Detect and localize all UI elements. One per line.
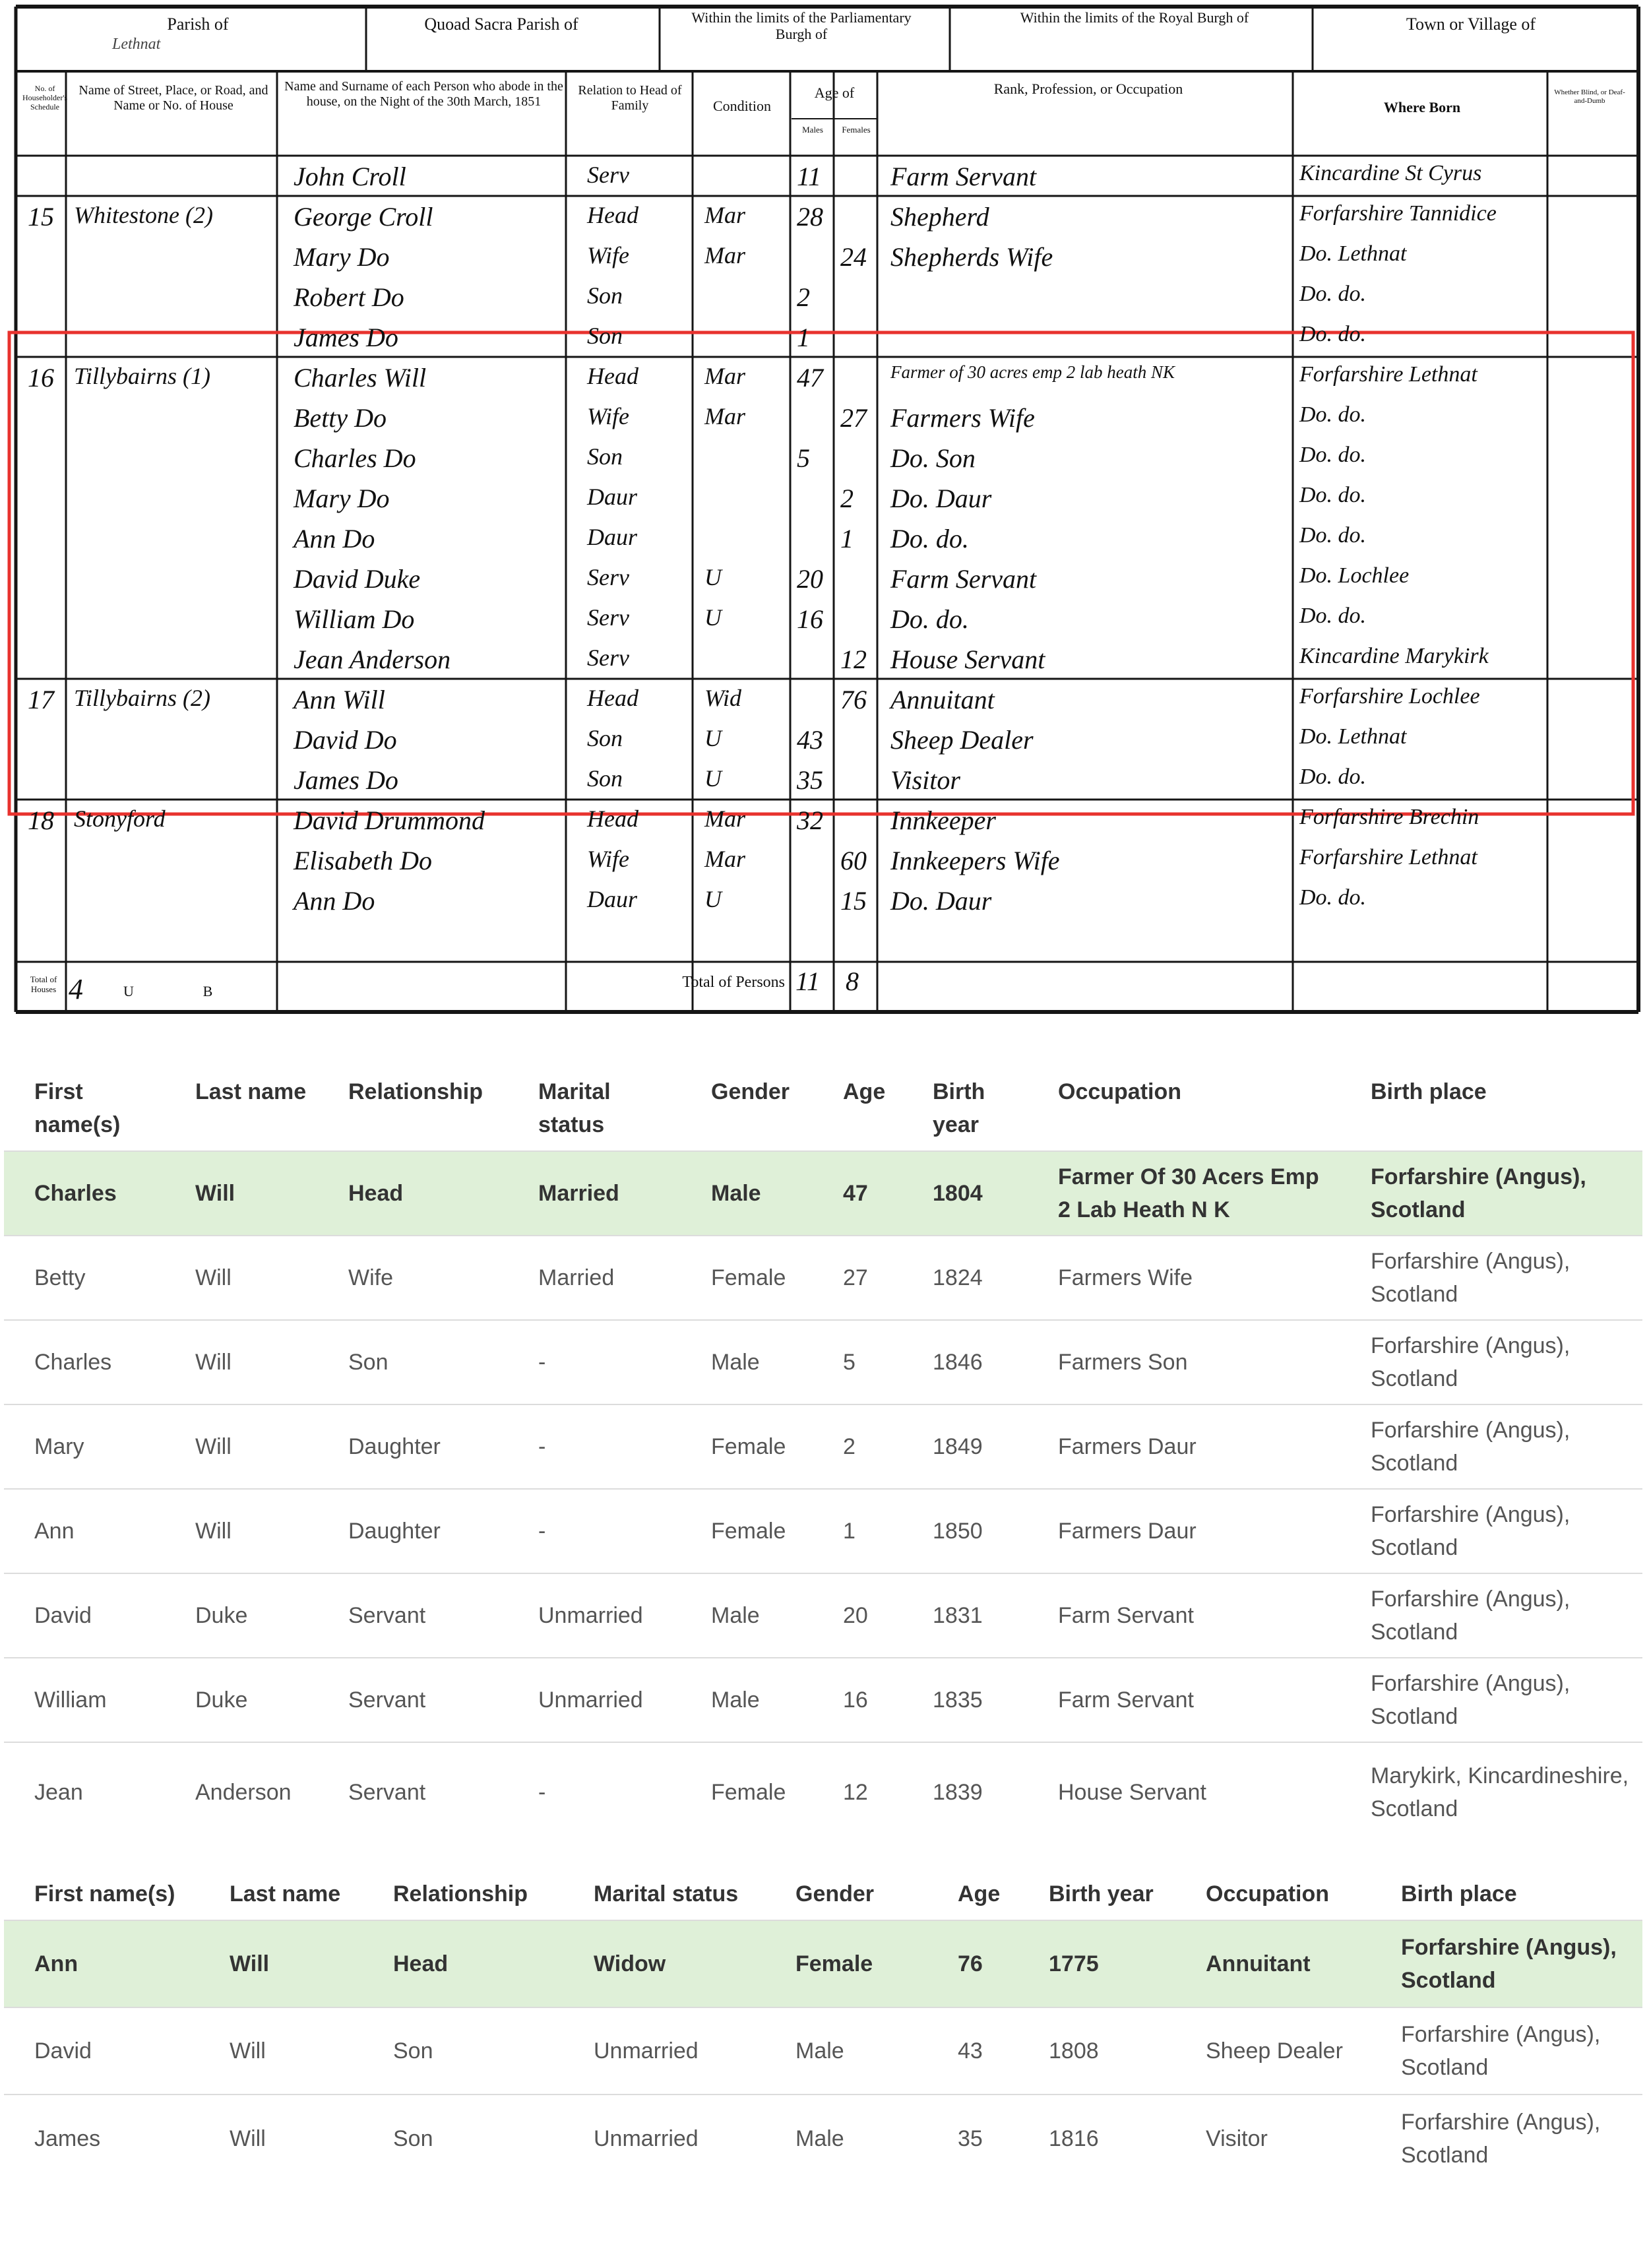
table-1-body: [4, 1151, 1642, 1841]
th-first-name: First name(s): [34, 1881, 175, 1906]
occupation: Shepherds Wife: [890, 242, 1053, 272]
cell-age: 76: [927, 1920, 1018, 2007]
occupation: Shepherd: [890, 202, 989, 232]
condition: Mar: [704, 846, 745, 872]
where-born: Do. do.: [1299, 483, 1367, 507]
cell-last-name: Will: [165, 1404, 318, 1489]
age-female: 27: [840, 403, 867, 433]
cell-birth-place: Forfarshire (Angus), Scotland: [1340, 1151, 1642, 1236]
cell-first-name: Charles: [4, 1320, 165, 1404]
house-name: Tillybairns (1): [74, 363, 211, 389]
cell-occupation: Farmers Wife: [1028, 1236, 1340, 1320]
occupation: Do. Son: [890, 443, 976, 473]
table-row: [4, 1658, 1642, 1742]
schedule-no: 17: [28, 685, 54, 714]
person-name: David Drummond: [294, 805, 485, 835]
age-male: 2: [797, 282, 810, 312]
total-females: 8: [846, 966, 859, 996]
where-born: Forfarshire Lochlee: [1299, 684, 1480, 709]
condition: Mar: [704, 403, 745, 429]
occupation: Farm Servant: [890, 564, 1037, 594]
cell-birth-year: 1816: [1018, 2095, 1175, 2182]
where-born: Do. Lethnat: [1299, 241, 1407, 266]
where-born: Do. do.: [1299, 885, 1367, 910]
cell-first-name: James: [4, 2095, 199, 2182]
cell-birth-place: Forfarshire (Angus), Scotland: [1340, 1404, 1642, 1489]
age-male: 5: [797, 443, 810, 473]
th-marital-status: Marital status: [538, 1079, 611, 1137]
cell-marital-status: Unmarried: [508, 1658, 681, 1742]
schedule-no: 18: [28, 805, 54, 835]
occupation: Innkeepers Wife: [890, 846, 1060, 875]
cell-birth-year: 1831: [902, 1573, 1028, 1658]
census-grid: [0, 0, 1649, 1042]
cell-last-name: Will: [165, 1236, 318, 1320]
cell-occupation: Farmer Of 30 Acers Emp 2 Lab Heath N K: [1028, 1151, 1340, 1236]
where-born: Forfarshire Tannidice: [1299, 201, 1497, 226]
cell-birth-place: Forfarshire (Angus), Scotland: [1340, 1320, 1642, 1404]
table-row: [4, 1742, 1642, 1841]
town-village-label: Town or Village of: [1406, 15, 1536, 34]
total-males: 11: [795, 966, 821, 996]
relation: Wife: [587, 242, 629, 268]
relation: Son: [587, 282, 623, 309]
cell-age: 5: [813, 1320, 902, 1404]
cell-first-name: Ann: [4, 1489, 165, 1573]
person-name: Ann Will: [294, 685, 385, 714]
where-born: Forfarshire Lethnat: [1299, 845, 1478, 869]
th-occupation: Occupation: [1058, 1079, 1182, 1104]
cell-last-name: Will: [199, 1920, 363, 2007]
cell-occupation: Farm Servant: [1028, 1573, 1340, 1658]
col-schedule: No. of Householder's Schedule: [22, 84, 68, 111]
cell-birth-year: 1849: [902, 1404, 1028, 1489]
cell-relationship: Wife: [318, 1236, 508, 1320]
cell-age: 47: [813, 1151, 902, 1236]
relation: Daur: [587, 524, 638, 550]
cell-gender: Male: [765, 2095, 927, 2182]
cell-last-name: Duke: [165, 1658, 318, 1742]
cell-occupation: Sheep Dealer: [1175, 2007, 1371, 2095]
cell-occupation: Farm Servant: [1028, 1658, 1340, 1742]
cell-first-name: Ann: [4, 1920, 199, 2007]
schedule-no: 16: [28, 363, 54, 393]
cell-age: 16: [813, 1658, 902, 1742]
where-born: Kincardine Marykirk: [1299, 644, 1489, 668]
cell-relationship: Servant: [318, 1658, 508, 1742]
person-name: David Duke: [294, 564, 421, 594]
person-name: Betty Do: [294, 403, 387, 433]
table-row: [4, 1320, 1642, 1404]
cell-relationship: Daughter: [318, 1404, 508, 1489]
person-name: Elisabeth Do: [294, 846, 432, 875]
table-row: [4, 1151, 1642, 1236]
relation: Son: [587, 323, 623, 349]
cell-occupation: House Servant: [1028, 1742, 1340, 1841]
where-born: Do. do.: [1299, 443, 1367, 467]
cell-birth-place: Forfarshire (Angus), Scotland: [1340, 1489, 1642, 1573]
th-birth-place: Birth place: [1371, 1079, 1487, 1104]
cell-birth-place: Forfarshire (Angus), Scotland: [1340, 1573, 1642, 1658]
where-born: Do. Lochlee: [1299, 563, 1410, 588]
cell-first-name: Jean: [4, 1742, 165, 1841]
occupation: Do. do.: [890, 524, 969, 553]
condition: Mar: [704, 202, 745, 228]
cell-relationship: Servant: [318, 1573, 508, 1658]
age-male: 20: [797, 564, 823, 594]
cell-age: 43: [927, 2007, 1018, 2095]
cell-birth-place: Forfarshire (Angus), Scotland: [1340, 1236, 1642, 1320]
cell-birth-place: Forfarshire (Angus), Scotland: [1371, 1920, 1642, 2007]
total-houses-value: 4: [69, 973, 83, 1005]
cell-marital-status: Married: [508, 1151, 681, 1236]
cell-relationship: Son: [318, 1320, 508, 1404]
cell-gender: Female: [765, 1920, 927, 2007]
age-male: 43: [797, 725, 823, 755]
occupation: Do. Daur: [890, 484, 992, 513]
col-males: Males: [802, 125, 823, 135]
table-row: [4, 2007, 1642, 2095]
age-female: 15: [840, 886, 867, 916]
cell-relationship: Daughter: [318, 1489, 508, 1573]
where-born: Do. do.: [1299, 765, 1367, 789]
total-u: U: [123, 983, 134, 999]
cell-birth-year: 1775: [1018, 1920, 1175, 2007]
cell-marital-status: Unmarried: [508, 1573, 681, 1658]
table-row: [4, 1236, 1642, 1320]
occupation: Do. Daur: [890, 886, 992, 916]
cell-first-name: David: [4, 2007, 199, 2095]
where-born: Do. do.: [1299, 322, 1367, 346]
occupation: House Servant: [890, 645, 1045, 674]
relation: Daur: [587, 484, 638, 510]
col-relation: Relation to Head of Family: [578, 83, 682, 113]
th-age: Age: [843, 1079, 886, 1104]
cell-marital-status: -: [508, 1489, 681, 1573]
th-first-name: First name(s): [34, 1079, 121, 1137]
relation: Serv: [587, 604, 629, 631]
age-male: 47: [797, 363, 823, 393]
cell-occupation: Visitor: [1175, 2095, 1371, 2182]
cell-last-name: Anderson: [165, 1742, 318, 1841]
relation: Serv: [587, 564, 629, 590]
th-gender: Gender: [795, 1881, 875, 1906]
condition: U: [704, 604, 722, 631]
cell-birth-year: 1824: [902, 1236, 1028, 1320]
person-name: David Do: [294, 725, 397, 755]
age-male: 35: [797, 765, 823, 795]
person-name: Charles Do: [294, 443, 416, 473]
cell-age: 20: [813, 1573, 902, 1658]
cell-marital-status: Widow: [563, 1920, 765, 2007]
table-row: [4, 1920, 1642, 2007]
person-name: John Croll: [294, 162, 406, 191]
cell-occupation: Annuitant: [1175, 1920, 1371, 2007]
table-row: [4, 2095, 1642, 2182]
col-age-of: Age of: [814, 84, 855, 101]
cell-relationship: Servant: [318, 1742, 508, 1841]
cell-relationship: Son: [363, 2007, 563, 2095]
condition: U: [704, 564, 722, 590]
age-female: 2: [840, 484, 854, 513]
th-birth-place: Birth place: [1401, 1881, 1517, 1906]
occupation: Farm Servant: [890, 162, 1037, 191]
cell-first-name: Betty: [4, 1236, 165, 1320]
cell-gender: Male: [765, 2007, 927, 2095]
age-female: 12: [840, 645, 867, 674]
cell-gender: Male: [681, 1573, 813, 1658]
age-male: 16: [797, 604, 823, 634]
cell-relationship: Head: [318, 1151, 508, 1236]
relation: Wife: [587, 846, 629, 872]
household-table-1: [4, 1070, 1642, 1841]
cell-gender: Female: [681, 1404, 813, 1489]
col-street: Name of Street, Place, or Road, and Name or No. of House: [78, 83, 268, 113]
th-occupation: Occupation: [1206, 1881, 1330, 1906]
where-born: Do. do.: [1299, 523, 1367, 548]
census-scan: [0, 0, 1649, 1042]
person-name: Jean Anderson: [294, 645, 451, 674]
table-row: [4, 1489, 1642, 1573]
condition: Wid: [704, 685, 742, 711]
where-born: Do. do.: [1299, 604, 1367, 628]
age-male: 11: [797, 162, 822, 191]
cell-marital-status: -: [508, 1742, 681, 1841]
person-name: Mary Do: [294, 242, 390, 272]
cell-first-name: Mary: [4, 1404, 165, 1489]
cell-marital-status: -: [508, 1404, 681, 1489]
parish-label: Parish of: [167, 15, 229, 34]
occupation: Innkeeper: [890, 805, 996, 835]
cell-first-name: David: [4, 1573, 165, 1658]
total-houses-label: Total of Houses: [30, 974, 57, 994]
age-male: 28: [797, 202, 823, 232]
person-name: William Do: [294, 604, 415, 634]
where-born: Do. Lethnat: [1299, 724, 1407, 749]
th-relationship: Relationship: [393, 1881, 528, 1906]
cell-last-name: Will: [199, 2095, 363, 2182]
cell-birth-place: Forfarshire (Angus), Scotland: [1371, 2007, 1642, 2095]
cell-marital-status: Married: [508, 1236, 681, 1320]
cell-birth-year: 1804: [902, 1151, 1028, 1236]
cell-birth-year: 1839: [902, 1742, 1028, 1841]
relation: Son: [587, 765, 623, 792]
th-relationship: Relationship: [348, 1079, 483, 1104]
parliamentary-burgh-label: Within the limits of the Parliamentary Burgh of: [691, 9, 912, 43]
cell-first-name: William: [4, 1658, 165, 1742]
condition: Mar: [704, 363, 745, 389]
condition: U: [704, 725, 722, 751]
cell-last-name: Will: [165, 1320, 318, 1404]
cell-birth-place: Forfarshire (Angus), Scotland: [1340, 1658, 1642, 1742]
cell-gender: Male: [681, 1658, 813, 1742]
cell-occupation: Farmers Daur: [1028, 1489, 1340, 1573]
cell-birth-year: 1846: [902, 1320, 1028, 1404]
age-female: 76: [840, 685, 867, 714]
col-condition: Condition: [712, 98, 771, 114]
cell-gender: Female: [681, 1742, 813, 1841]
cell-birth-year: 1835: [902, 1658, 1028, 1742]
schedule-no: 15: [28, 202, 54, 232]
age-male: 1: [797, 323, 810, 352]
cell-age: 1: [813, 1489, 902, 1573]
th-last-name: Last name: [230, 1881, 341, 1906]
occupation: Sheep Dealer: [890, 725, 1034, 755]
cell-age: 35: [927, 2095, 1018, 2182]
cell-birth-place: Forfarshire (Angus), Scotland: [1371, 2095, 1642, 2182]
col-blind: Whether Blind, or Deaf-and-Dumb: [1554, 88, 1625, 105]
table-row: [4, 1404, 1642, 1489]
parish-value: Lethnat: [112, 36, 161, 53]
cell-first-name: Charles: [4, 1151, 165, 1236]
occupation: Do. do.: [890, 604, 969, 634]
house-name: Whitestone (2): [74, 202, 213, 228]
relation: Serv: [587, 162, 629, 188]
person-name: Ann Do: [294, 524, 375, 553]
house-name: Stonyford: [74, 805, 166, 832]
relation: Head: [587, 363, 638, 389]
age-female: 60: [840, 846, 867, 875]
occupation: Farmer of 30 acres emp 2 lab heath NK: [890, 362, 1175, 382]
condition: Mar: [704, 805, 745, 832]
occupation: Farmers Wife: [890, 403, 1035, 433]
cell-last-name: Will: [165, 1151, 318, 1236]
person-name: Charles Will: [294, 363, 427, 393]
condition: U: [704, 886, 722, 912]
where-born: Do. do.: [1299, 282, 1367, 306]
cell-occupation: Farmers Son: [1028, 1320, 1340, 1404]
th-birth-year: Birth year: [1049, 1881, 1154, 1906]
cell-last-name: Will: [165, 1489, 318, 1573]
cell-marital-status: Unmarried: [563, 2007, 765, 2095]
col-name: Name and Surname of each Person who abode in the house, on the Night of the 30th March, 1851: [284, 79, 563, 109]
occupation: Annuitant: [890, 685, 995, 714]
cell-gender: Female: [681, 1236, 813, 1320]
col-occupation: Rank, Profession, or Occupation: [993, 80, 1183, 97]
total-persons-label: Total of Persons: [682, 974, 785, 991]
relation: Daur: [587, 886, 638, 912]
condition: U: [704, 765, 722, 792]
table-2-header: [4, 1872, 1642, 1920]
relation: Son: [587, 725, 623, 751]
where-born: Forfarshire Brechin: [1299, 805, 1479, 829]
cell-age: 2: [813, 1404, 902, 1489]
person-name: James Do: [294, 323, 398, 352]
cell-marital-status: -: [508, 1320, 681, 1404]
relation: Serv: [587, 645, 629, 671]
th-age: Age: [958, 1881, 1001, 1906]
cell-gender: Male: [681, 1320, 813, 1404]
cell-age: 27: [813, 1236, 902, 1320]
relation: Son: [587, 443, 623, 470]
where-born: Kincardine St Cyrus: [1299, 161, 1482, 185]
col-females: Females: [842, 125, 871, 135]
where-born: Forfarshire Lethnat: [1299, 362, 1478, 387]
th-birth-year: Birth year: [933, 1079, 985, 1137]
th-last-name: Last name: [195, 1079, 307, 1104]
cell-gender: Male: [681, 1151, 813, 1236]
household-table-2: [4, 1872, 1642, 2182]
cell-last-name: Duke: [165, 1573, 318, 1658]
royal-burgh-label: Within the limits of the Royal Burgh of: [1020, 9, 1249, 26]
quoad-sacra-label: Quoad Sacra Parish of: [424, 15, 578, 34]
total-b: B: [202, 983, 213, 999]
col-where-born: Where Born: [1383, 99, 1461, 115]
cell-marital-status: Unmarried: [563, 2095, 765, 2182]
table-2-body: [4, 1920, 1642, 2182]
age-male: 32: [797, 805, 823, 835]
relation: Wife: [587, 403, 629, 429]
cell-relationship: Head: [363, 1920, 563, 2007]
cell-birth-year: 1808: [1018, 2007, 1175, 2095]
cell-birth-place: Marykirk, Kincardineshire, Scotland: [1340, 1742, 1642, 1841]
cell-birth-year: 1850: [902, 1489, 1028, 1573]
th-marital-status: Marital status: [594, 1881, 739, 1906]
relation: Head: [587, 685, 638, 711]
house-name: Tillybairns (2): [74, 685, 211, 711]
age-female: 1: [840, 524, 854, 553]
relation: Head: [587, 805, 638, 832]
cell-relationship: Son: [363, 2095, 563, 2182]
occupation: Visitor: [890, 765, 960, 795]
relation: Head: [587, 202, 638, 228]
person-name: Mary Do: [294, 484, 390, 513]
where-born: Do. do.: [1299, 402, 1367, 427]
person-name: Robert Do: [294, 282, 404, 312]
cell-age: 12: [813, 1742, 902, 1841]
person-name: Ann Do: [294, 886, 375, 916]
condition: Mar: [704, 242, 745, 268]
cell-gender: Female: [681, 1489, 813, 1573]
age-female: 24: [840, 242, 867, 272]
th-gender: Gender: [711, 1079, 790, 1104]
person-name: James Do: [294, 765, 398, 795]
table-1-header: [4, 1070, 1642, 1151]
cell-last-name: Will: [199, 2007, 363, 2095]
cell-occupation: Farmers Daur: [1028, 1404, 1340, 1489]
person-name: George Croll: [294, 202, 433, 232]
table-row: [4, 1573, 1642, 1658]
